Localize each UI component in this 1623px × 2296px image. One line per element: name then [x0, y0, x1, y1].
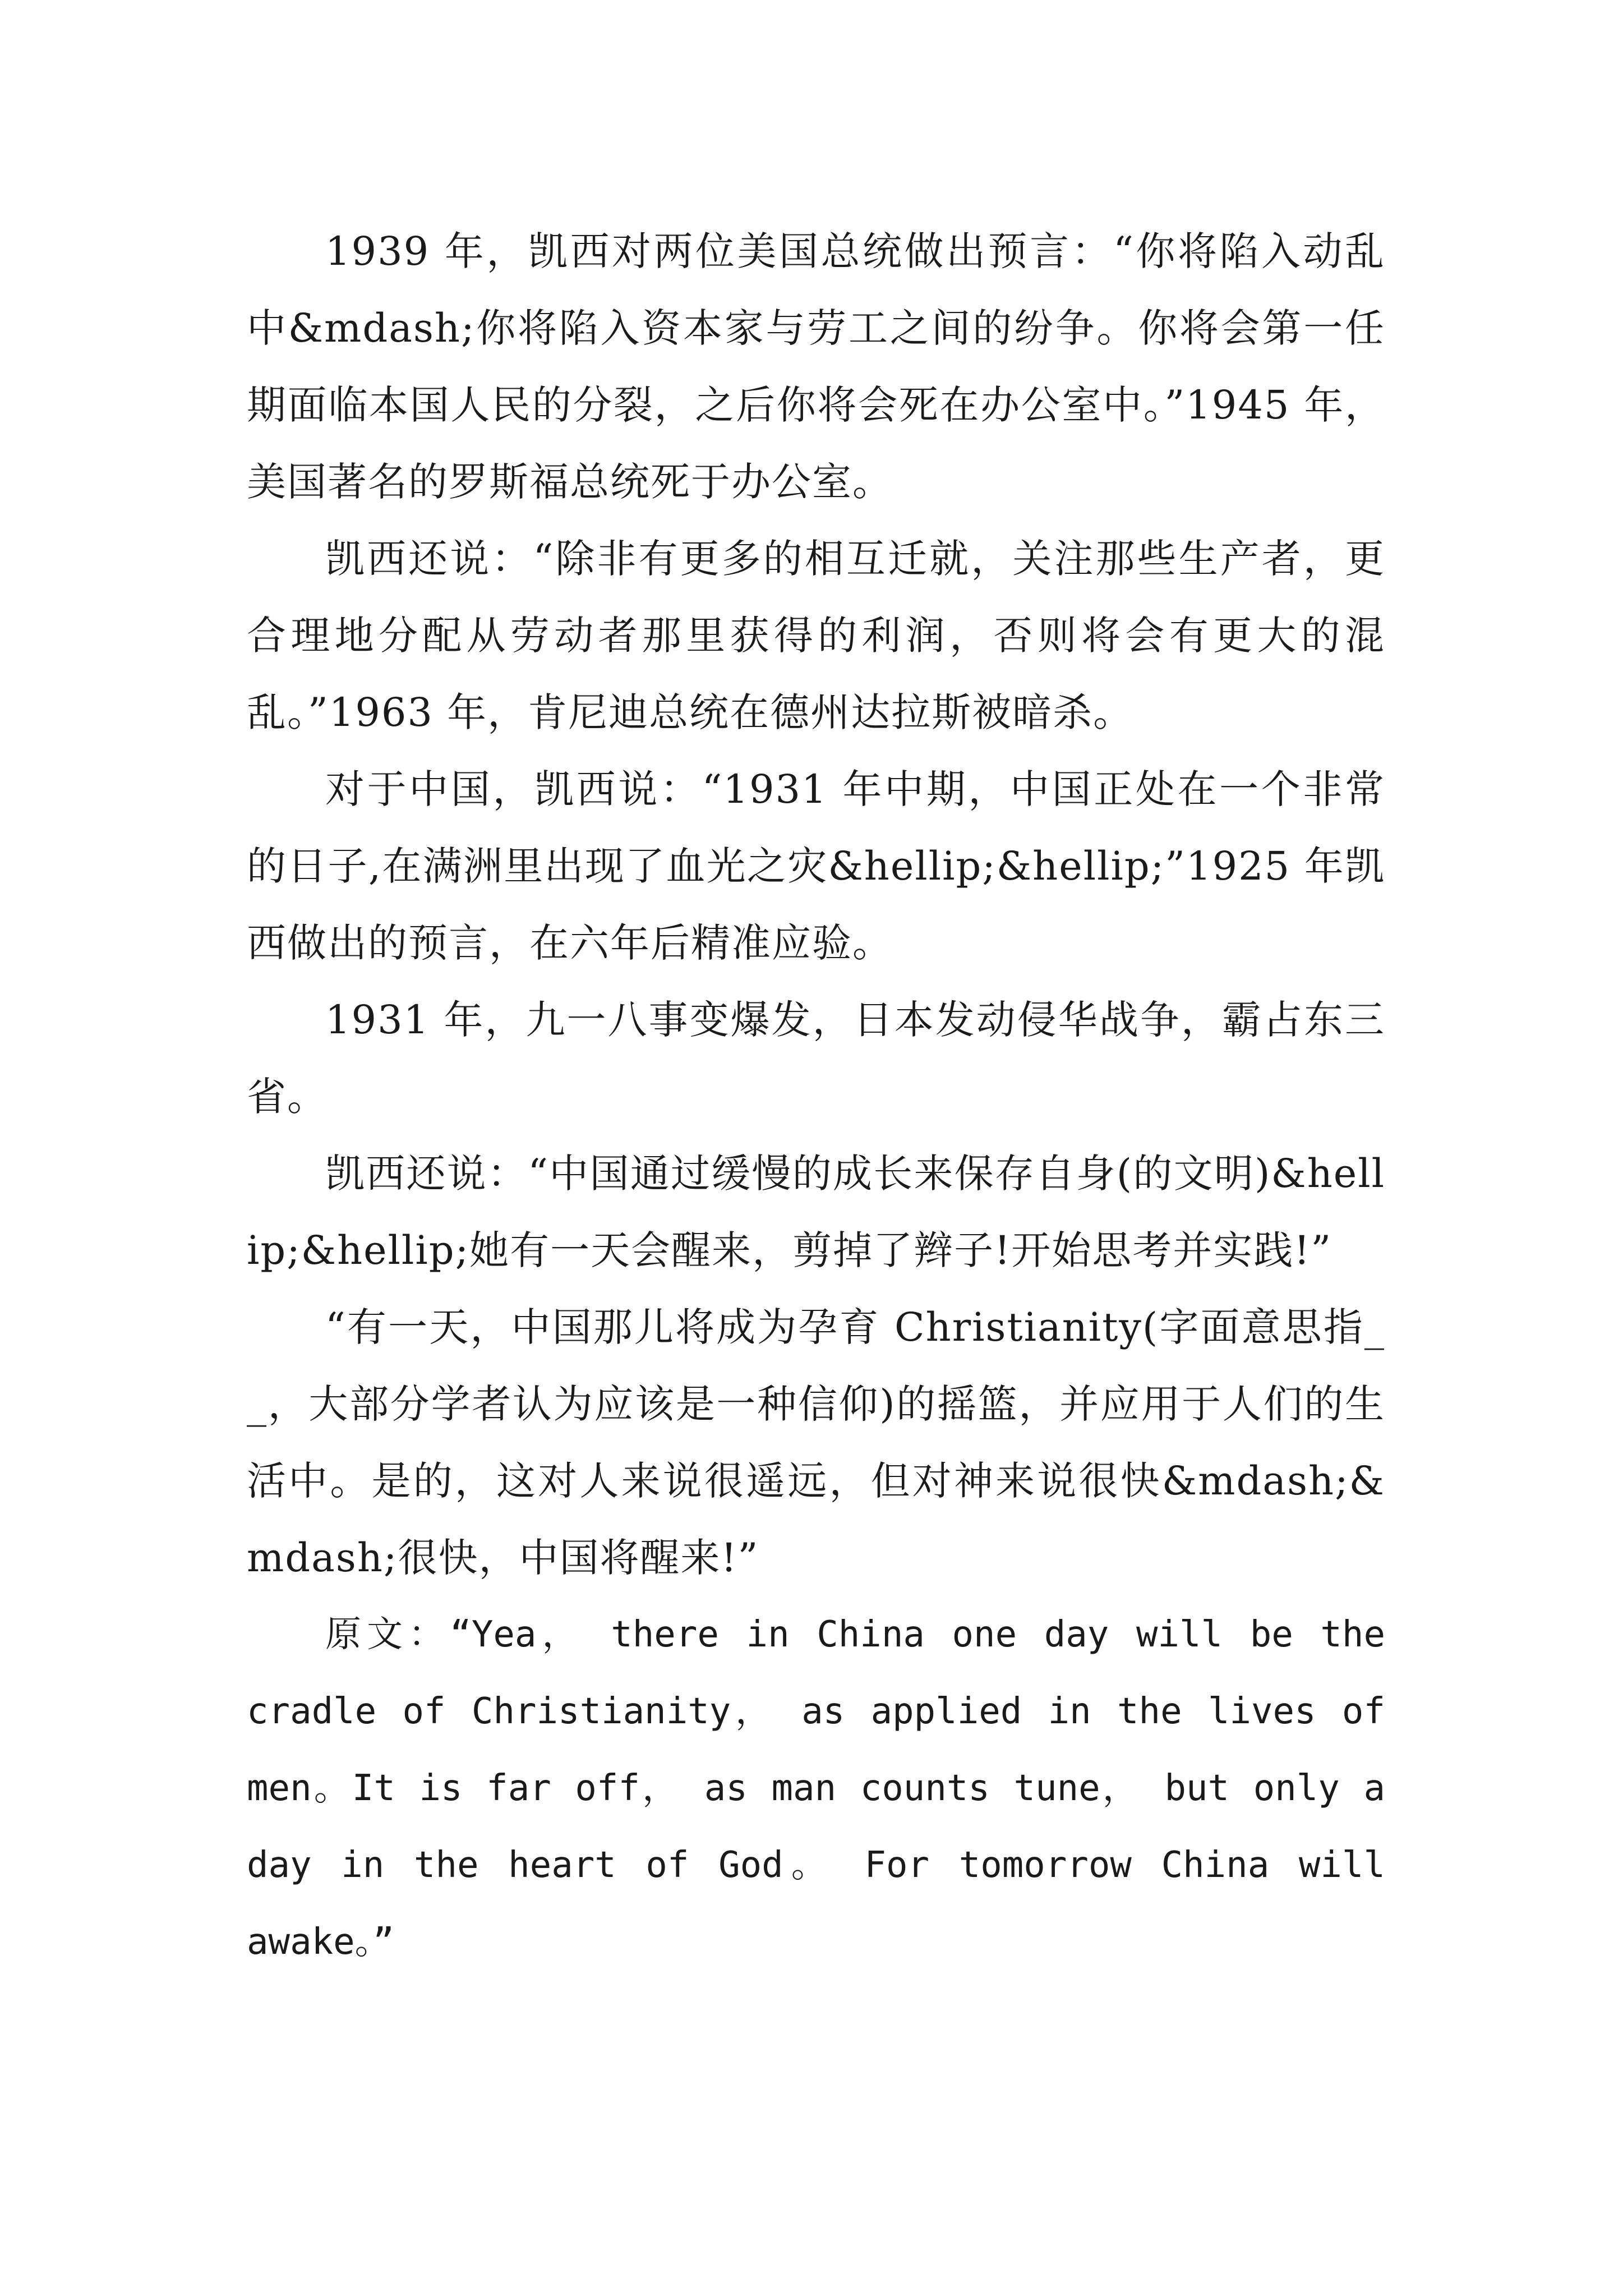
document-body [247, 213, 1385, 1981]
paragraph-kennedy: 凯西还说：“除非有更多的相互迁就，关注那些生产者，更合理地分配从劳动者那里获得的利润，否则将会有更大的混乱。”1963 年，肯尼迪总统在德州达拉斯被暗杀。 [247, 536, 1385, 735]
paragraph-918-incident: 1931 年，九一八事变爆发，日本发动侵华战争，霸占东三省。 [247, 997, 1385, 1120]
paragraph-china-1931: 对于中国，凯西说：“1931 年中期，中国正处在一个非常的日子,在满洲里出现了血光之灾&hellip;&hellip;”1925 年凯西做出的预言，在六年后精准应验。 [247, 766, 1385, 966]
paragraph-christianity: “有一天，中国那儿将成为孕育 Christianity(字面意思指__，大部分学者认为应该是一种信仰)的摇篮，并应用于人们的生活中。是的，这对人来说很遥远，但对神来说很快&mdash;&mdash;很快，中国将醒来!” [247, 1304, 1385, 1581]
paragraph-original-text: 原文：“Yea， there in China one day will be the cradle of Christianity， as applied in the lives of men。It is far off， as man counts tune， but only a day in the heart of God。 For tomorrow China will awake。” [247, 1614, 1385, 1963]
paragraph-1939-prophecy: 1939 年，凯西对两位美国总统做出预言：“你将陷入动乱中&mdash;你将陷入资本家与劳工之间的纷争。你将会第一任期面临本国人民的分裂，之后你将会死在办公室中。”1945 年，美国著名的罗斯福总统死于办公室。 [247, 228, 1385, 505]
paragraph-china-awake: 凯西还说：“中国通过缓慢的成长来保存自身(的文明)&hellip;&hellip;她有一天会醒来，剪掉了辫子!开始思考并实践!” [247, 1151, 1385, 1273]
